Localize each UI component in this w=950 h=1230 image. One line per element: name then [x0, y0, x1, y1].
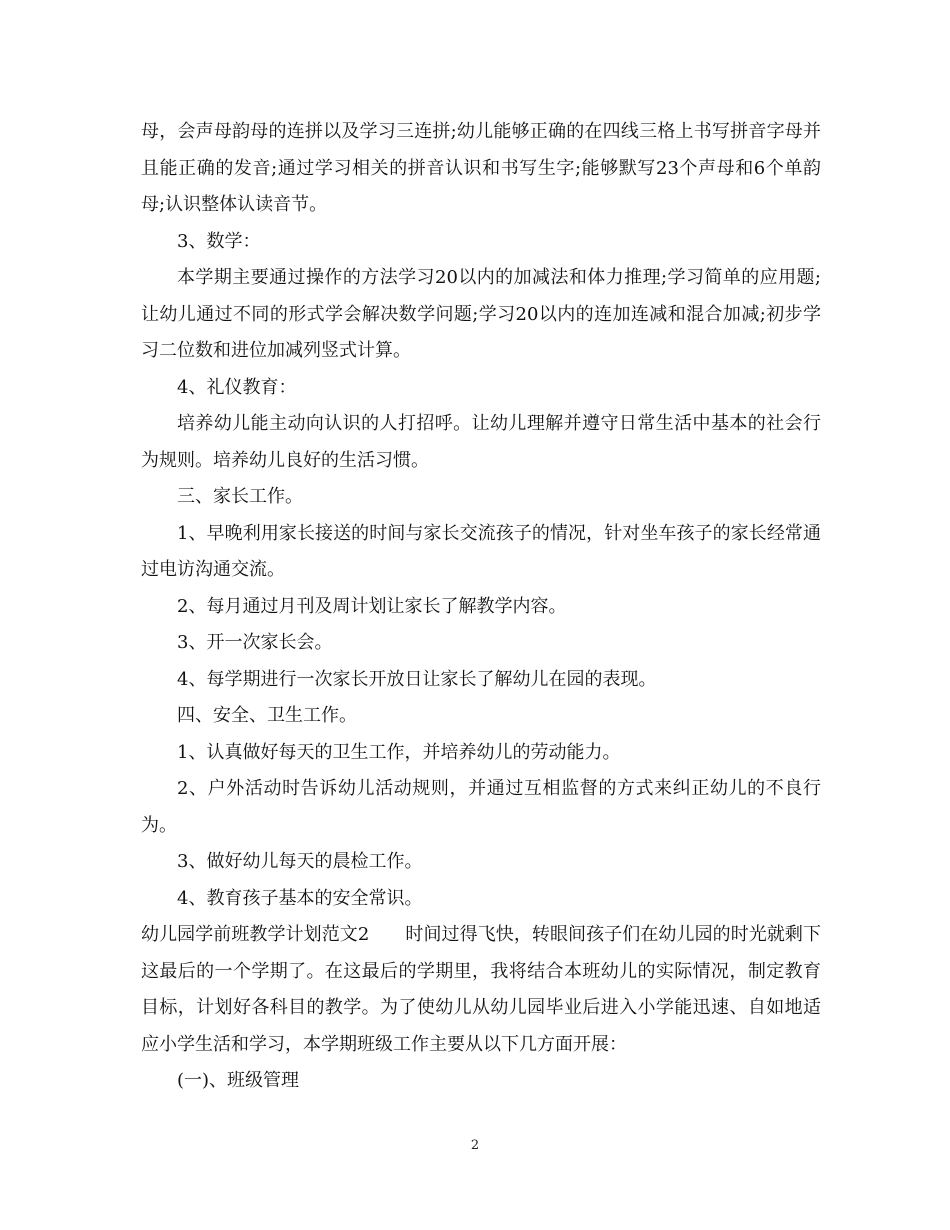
- heading-class-management: (一)、班级管理: [177, 1070, 300, 1091]
- heading-etiquette: 4、礼仪教育：: [177, 376, 297, 398]
- paragraph-math: 本学期主要通过操作的方法学习20以内的加减法和体力推理;学习简单的应用题;让幼儿通过不同的形式学会解决数学问题;学习20以内的连加连减和混合加减;初步学习二位数和进位加减列竖式计算。: [141, 267, 821, 361]
- list-item-parents-1: 1、早晚利用家长接送的时间与家长交流孩子的情况，针对坐车孩子的家长经常通过电访沟通交流。: [141, 522, 821, 580]
- section-paragraph-2: [141, 917, 821, 1063]
- list-item-parents-4: 4、每学期进行一次家长开放日让家长了解幼儿在园的表现。: [177, 668, 657, 690]
- page-number: 2: [470, 1138, 480, 1153]
- heading-safety-hygiene: 四、安全、卫生工作。: [177, 705, 357, 726]
- heading-math: 3、数学：: [177, 230, 261, 252]
- heading-parents-work: 三、家长工作。: [177, 486, 303, 507]
- section-title: 幼儿园学前班教学计划范文2: [141, 924, 370, 945]
- list-item-safety-1: 1、认真做好每天的卫生工作，并培养幼儿的劳动能力。: [177, 741, 621, 763]
- paragraph-phonics-continued: 母，会声母韵母的连拼以及学习三连拼;幼儿能够正确的在四线三格上书写拼音字母并且能正确的发音;通过学习相关的拼音认识和书写生字;能够默写23个声母和6个单韵母;认识整体认读音节。: [141, 121, 821, 215]
- list-item-parents-3: 3、开一次家长会。: [177, 632, 333, 653]
- document-body: [141, 114, 821, 1100]
- list-item-safety-2: 2、户外活动时告诉幼儿活动规则，并通过互相监督的方式来纠正幼儿的不良行为。: [141, 778, 821, 836]
- paragraph-etiquette: 培养幼儿能主动向认识的人打招呼。让幼儿理解并遵守日常生活中基本的社会行为规则。培养幼儿良好的生活习惯。: [141, 413, 821, 471]
- section-body: 时间过得飞快，转眼间孩子们在幼儿园的时光就剩下这最后的一个学期了。在这最后的学期里，我将结合本班幼儿的实际情况，制定教育目标，计划好各科目的教学。为了使幼儿从幼儿园毕业后进入小学能迅速、自如地适应小学生活和学习，本学期班级工作主要从以下几方面开展：: [141, 924, 821, 1055]
- list-item-safety-3: 3、做好幼儿每天的晨检工作。: [177, 851, 423, 872]
- list-item-parents-2: 2、每月通过月刊及周计划让家长了解教学内容。: [177, 595, 567, 617]
- list-item-safety-4: 4、教育孩子基本的安全常识。: [177, 887, 423, 909]
